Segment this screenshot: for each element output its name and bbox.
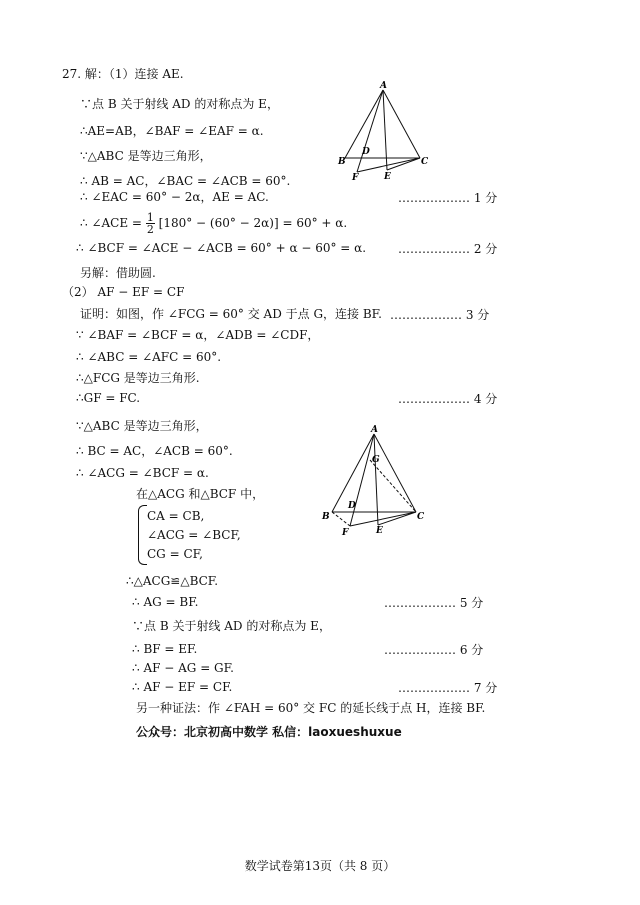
proof-line: ∵点 B 关于射线 AD 的对称点为 E， [80, 97, 279, 111]
proof-line: ∴GF = FC. [76, 391, 141, 405]
proof-line: ∵ ∠BAF = ∠BCF = α，∠ADB = ∠CDF， [76, 328, 320, 342]
proof-line: ∵△ABC 是等边三角形， [80, 149, 212, 163]
proof-line: ∵点 B 关于射线 AD 的对称点为 E， [132, 619, 331, 633]
proof-line: ∴ AF − EF = CF. [132, 680, 233, 694]
label-D: D [348, 501, 356, 511]
proof-line: ∴ AB = AC，∠BAC = ∠ACB = 60°. [80, 174, 291, 188]
score-mark: ……………… 4 分 [398, 392, 498, 406]
label-A: A [380, 81, 387, 91]
proof-line: ∴AE=AB，∠BAF = ∠EAF = α. [80, 124, 264, 138]
proof-line: ∴△ACG≌△BCF. [126, 574, 219, 588]
label-F: F [342, 528, 349, 538]
fraction-lead: ∴ ∠ACE = [80, 216, 142, 230]
fraction-numerator: 1 [146, 211, 154, 224]
fraction-tail: [180° − (60° − 2α)] = 60° + α. [158, 216, 348, 230]
proof-line: ∴ ∠ACG = ∠BCF = α. [76, 466, 209, 480]
proof-line: ∴ ∠BCF = ∠ACE − ∠ACB = 60° + α − 60° = α. [76, 241, 367, 255]
proof-line: ∴ BC = AC，∠ACB = 60°. [76, 444, 233, 458]
proof-line: ∴ AF − AG = GF. [132, 661, 234, 675]
label-E: E [384, 172, 391, 182]
triangle-figure-2 [318, 422, 438, 542]
score-mark: ……………… 5 分 [384, 596, 484, 610]
score-mark: ……………… 6 分 [384, 643, 484, 657]
label-G: G [372, 455, 380, 465]
fraction [146, 212, 155, 235]
page-footer: 数学试卷第13页（共 8 页） [244, 859, 396, 873]
proof-line: ∴ BF = EF. [132, 642, 198, 656]
score-mark: ……………… 3 分 [390, 308, 490, 322]
system-line: ∠ACG = ∠BCF, [147, 528, 241, 542]
proof-line: 在△ACG 和△BCF 中， [136, 487, 265, 501]
proof-line: ∵△ABC 是等边三角形， [76, 419, 208, 433]
proof-line: 证明：如图，作 ∠FCG = 60° 交 AD 于点 G，连接 BF. [80, 307, 382, 321]
score-mark: ……………… 2 分 [398, 242, 498, 256]
label-A: A [371, 425, 378, 435]
proof-line: 另一种证法：作 ∠FAH = 60° 交 FC 的延长线于点 H，连接 BF. [136, 701, 486, 715]
label-B: B [338, 157, 346, 167]
proof-line: ∴△FCG 是等边三角形. [76, 371, 200, 385]
system-line: CG = CF, [147, 547, 203, 561]
proof-line: ∴ ∠ABC = ∠AFC = 60°. [76, 350, 222, 364]
label-C: C [421, 157, 429, 167]
fraction-denominator: 2 [146, 223, 154, 236]
label-D: D [362, 147, 370, 157]
problem-heading: 27. 解：（1）连接 AE. [62, 67, 184, 81]
score-mark: ……………… 1 分 [398, 191, 498, 205]
proof-line: ∴ ∠EAC = 60° − 2α，AE = AC. [80, 190, 269, 204]
proof-line: ∴ AG = BF. [132, 595, 199, 609]
label-E: E [376, 526, 383, 536]
score-mark: ……………… 7 分 [398, 681, 498, 695]
problem-heading: （2） AF − EF = CF [62, 285, 185, 299]
proof-line: 另解：借助圆. [80, 266, 156, 280]
label-F: F [352, 173, 359, 183]
promo-line: 公众号：北京初高中数学 私信：laoxueshuxue [136, 725, 402, 739]
label-B: B [322, 512, 330, 522]
system-line: CA = CB, [147, 509, 205, 523]
proof-line-fraction [80, 210, 347, 236]
triangle-figure-1 [330, 80, 440, 185]
system-brace [138, 505, 147, 565]
label-C: C [417, 512, 425, 522]
